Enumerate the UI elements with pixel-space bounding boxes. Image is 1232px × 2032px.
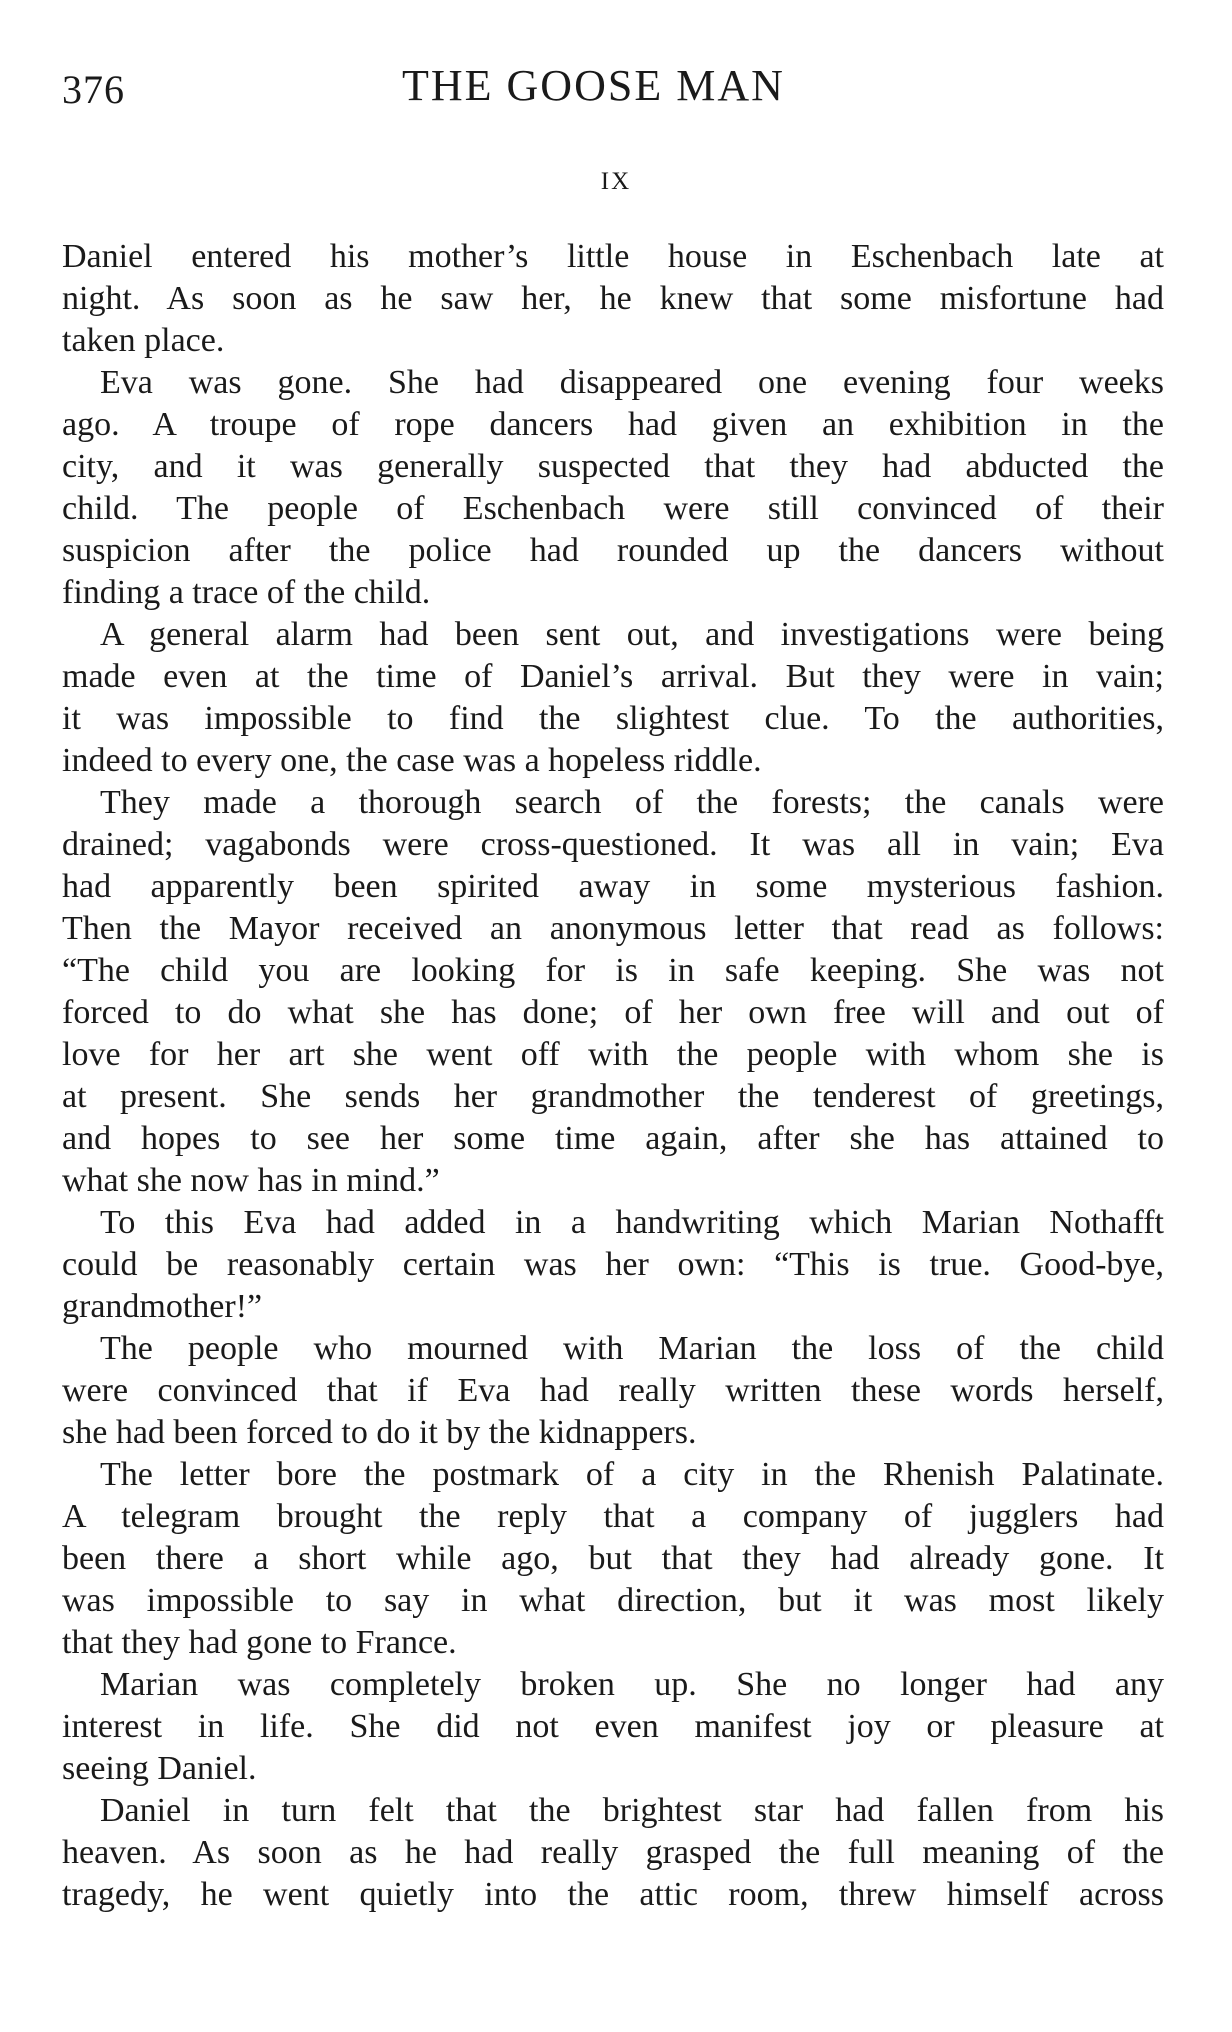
text-line: was impossible to say in what direction, but it was most likely bbox=[62, 1582, 1164, 1619]
chapter-numeral: IX bbox=[600, 168, 632, 195]
text-line: city, and it was generally suspected that they had abducted the bbox=[62, 448, 1164, 485]
text-line: at present. She sends her grandmother the tenderest of greetings, bbox=[62, 1078, 1164, 1115]
text-line: ago. A troupe of rope dancers had given an exhibition in the bbox=[62, 406, 1164, 443]
text-line: The letter bore the postmark of a city in the Rhenish Palatinate. bbox=[100, 1456, 1164, 1493]
text-line: finding a trace of the child. bbox=[62, 574, 431, 611]
text-line: she had been forced to do it by the kidnappers. bbox=[62, 1414, 697, 1451]
text-line: made even at the time of Daniel’s arrival. But they were in vain; bbox=[62, 658, 1164, 695]
text-line: been there a short while ago, but that they had already gone. It bbox=[62, 1540, 1164, 1577]
text-line: drained; vagabonds were cross-questioned. It was all in vain; Eva bbox=[62, 826, 1164, 863]
text-line: interest in life. She did not even manifest joy or pleasure at bbox=[62, 1708, 1164, 1745]
text-line: “The child you are looking for is in safe keeping. She was not bbox=[62, 952, 1164, 989]
text-line: heaven. As soon as he had really grasped the full meaning of the bbox=[62, 1834, 1164, 1871]
text-line: Daniel entered his mother’s little house in Eschenbach late at bbox=[62, 238, 1164, 275]
text-line: grandmother!” bbox=[62, 1288, 263, 1325]
text-line: that they had gone to France. bbox=[62, 1624, 457, 1661]
body-text bbox=[62, 236, 1164, 1916]
text-line: it was impossible to find the slightest clue. To the authorities, bbox=[62, 700, 1164, 737]
text-line: and hopes to see her some time again, after she has attained to bbox=[62, 1120, 1164, 1157]
text-line: forced to do what she has done; of her own free will and out of bbox=[62, 994, 1164, 1031]
book-title: THE GOOSE MAN bbox=[402, 61, 785, 110]
text-line: taken place. bbox=[62, 322, 225, 359]
text-line: tragedy, he went quietly into the attic room, threw himself across bbox=[62, 1876, 1164, 1913]
text-line: could be reasonably certain was her own: “This is true. Good-bye, bbox=[62, 1246, 1164, 1283]
text-line: A general alarm had been sent out, and investigations were being bbox=[100, 616, 1164, 653]
text-line: suspicion after the police had rounded up the dancers without bbox=[62, 532, 1164, 569]
text-line: night. As soon as he saw her, he knew that some misfortune had bbox=[62, 280, 1164, 317]
running-head bbox=[62, 60, 1162, 120]
text-line: indeed to every one, the case was a hopeless riddle. bbox=[62, 742, 762, 779]
text-line: love for her art she went off with the people with whom she is bbox=[62, 1036, 1164, 1073]
text-line: had apparently been spirited away in some mysterious fashion. bbox=[62, 868, 1164, 905]
text-line: They made a thorough search of the forests; the canals were bbox=[100, 784, 1164, 821]
text-line: The people who mourned with Marian the loss of the child bbox=[100, 1330, 1164, 1367]
text-line: child. The people of Eschenbach were still convinced of their bbox=[62, 490, 1164, 527]
text-line: Then the Mayor received an anonymous letter that read as follows: bbox=[62, 910, 1164, 947]
text-line: seeing Daniel. bbox=[62, 1750, 257, 1787]
text-line: Eva was gone. She had disappeared one evening four weeks bbox=[100, 364, 1164, 401]
text-line: Marian was completely broken up. She no longer had any bbox=[100, 1666, 1164, 1703]
text-line: A telegram brought the reply that a company of jugglers had bbox=[62, 1498, 1164, 1535]
page-number: 376 bbox=[62, 67, 125, 112]
text-line: what she now has in mind.” bbox=[62, 1162, 440, 1199]
text-line: were convinced that if Eva had really written these words herself, bbox=[62, 1372, 1164, 1409]
text-line: To this Eva had added in a handwriting which Marian Nothafft bbox=[100, 1204, 1164, 1241]
text-line: Daniel in turn felt that the brightest star had fallen from his bbox=[100, 1792, 1164, 1829]
